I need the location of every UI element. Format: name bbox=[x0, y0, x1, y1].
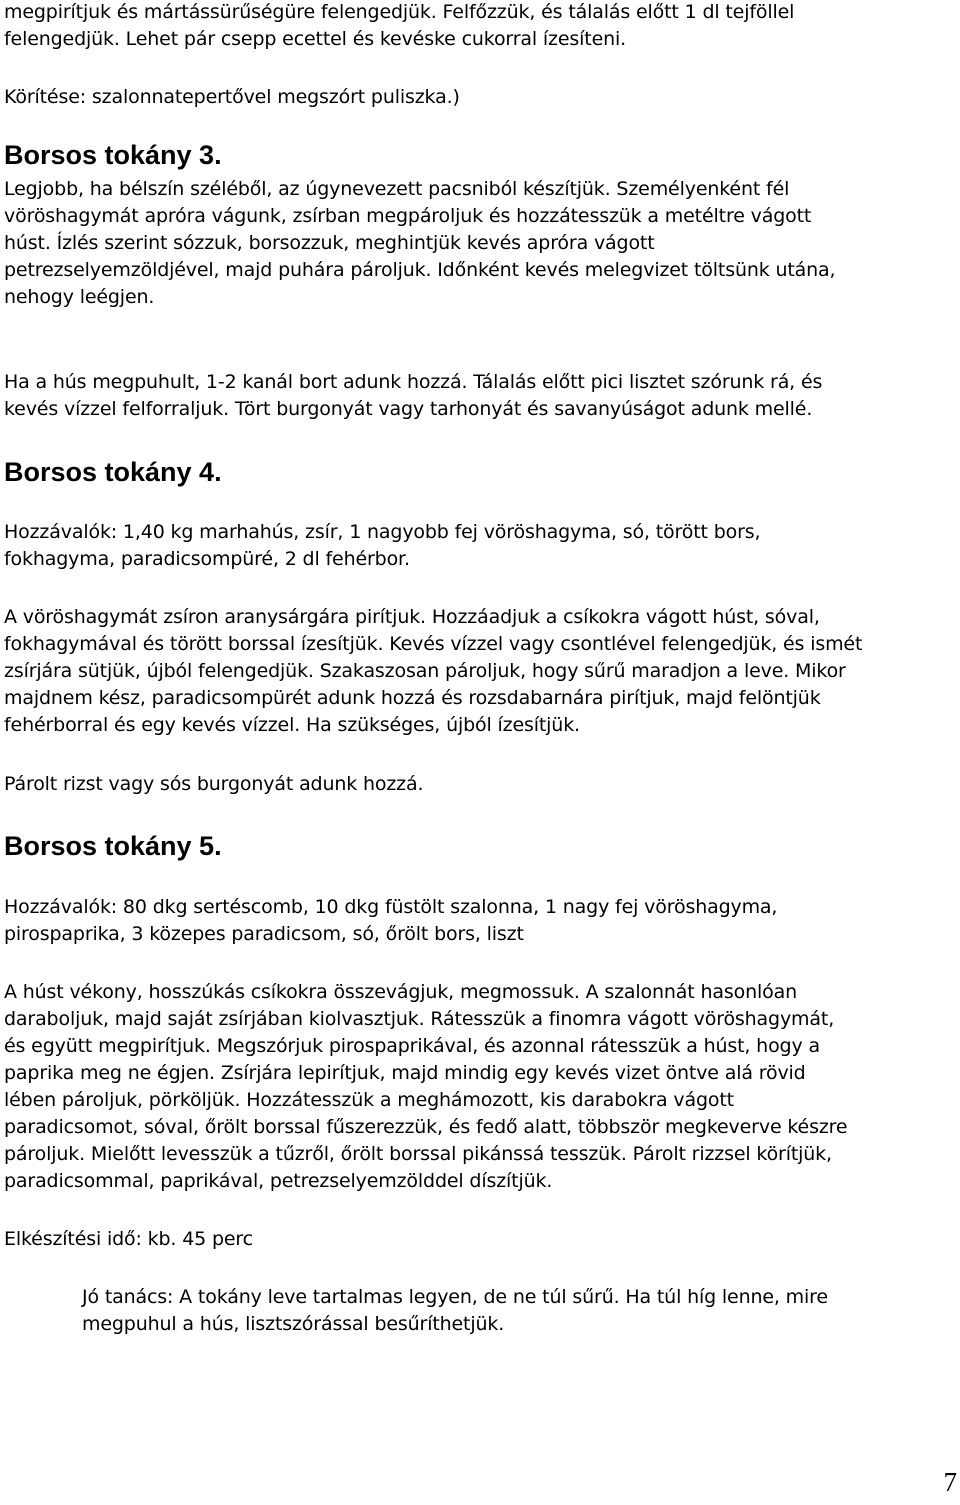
recipe-3-serving: Ha a hús megpuhult, 1-2 kanál bort adunk hozzá. Tálalás előtt pici lisztet szórunk rá, és kevés vízzel felforraljuk. Tört burgonyát vagy tarhonyát és savanyúságot adunk mellé. bbox=[4, 371, 823, 420]
previous-recipe-continuation: megpirítjuk és mártássürűségüre felengedjük. Felfőzzük, és tálalás előtt 1 dl tejföllel felengedjük. Lehet pár csepp ecettel és kevéske cukorral ízesíteni. bbox=[4, 1, 795, 50]
recipe-4-ingredients: Hozzávalók: 1,40 kg marhahús, zsír, 1 nagyobb fej vöröshagyma, só, törött bors, fokhagyma, paradicsompüré, 2 dl fehérbor. bbox=[4, 521, 761, 570]
recipe-4-serving: Párolt rizst vagy sós burgonyát adunk hozzá. bbox=[4, 773, 424, 795]
page-number: 7 bbox=[943, 1467, 957, 1497]
recipe-5-prep-time: Elkészítési idő: kb. 45 perc bbox=[4, 1228, 253, 1250]
recipe-5-tip: Jó tanács: A tokány leve tartalmas legyen, de ne túl sűrű. Ha túl híg lenne, mire megpuhul a hús, lisztszórással besűríthetjük. bbox=[82, 1286, 828, 1335]
recipe-3-method: Legjobb, ha bélszín széléből, az úgynevezett pacsniból készítjük. Személyenként fél vöröshagymát apróra vágunk, zsírban megpároljuk és hozzátesszük a metéltre vágott húst. Ízlés szerint sózzuk, borsozzuk, meghintjük kevés apróra vágott petrezselyemzöldjével, majd puhára pároljuk. Időnként kevés melegvizet töltsünk utána, nehogy leégjen. bbox=[4, 178, 836, 308]
recipe-4-method: A vöröshagymát zsíron aranysárgára pirítjuk. Hozzáadjuk a csíkokra vágott húst, sóval, fokhagymával és törött borssal ízesítjük. Kevés vízzel vagy csontlével felengedjük, és ismét zsírjára sütjük, újból felengedjük. Szakaszosan pároljuk, hogy sűrű maradjon a leve. Mikor majdnem kész, paradicsompürét adunk hozzá és rozsdabarnára pirítjuk, majd felöntjük fehérborral és egy kevés vízzel. Ha szükséges, újból ízesítjük. bbox=[4, 606, 863, 736]
recipe-5-method: A húst vékony, hosszúkás csíkokra összevágjuk, megmossuk. A szalonnát hasonlóan daraboljuk, majd saját zsírjában kiolvasztjuk. Rátesszük a finomra vágott vöröshagymát, és együtt megpirítjuk. Megszórjuk pirospaprikával, és azonnal rátesszük a húst, hogy a paprika meg ne égjen. Zsírjára lepirítjuk, majd mindig egy kevés vizet öntve alá rövid lében pároljuk, pörköljük. Hozzátesszük a meghámozott, kis darabokra vágott paradicsomot, sóval, őrölt borssal fűszerezzük, és fedő alatt, többször megkeverve készre pároljuk. Mielőtt levesszük a tűzről, őrölt borssal pikánssá tesszük. Párolt rizzsel körítjük, paradicsommal, paprikával, petrezselyemzölddel díszítjük. bbox=[4, 981, 848, 1192]
recipe-3-title: Borsos tokány 3. bbox=[4, 140, 222, 170]
recipe-5-title: Borsos tokány 5. bbox=[4, 831, 222, 861]
recipe-4-title: Borsos tokány 4. bbox=[4, 457, 222, 487]
garnish-note: Körítése: szalonnatepertővel megszórt puliszka.) bbox=[4, 86, 460, 108]
recipe-5-ingredients: Hozzávalók: 80 dkg sertéscomb, 10 dkg füstölt szalonna, 1 nagy fej vöröshagyma, pirospaprika, 3 közepes paradicsom, só, őrölt bors, liszt bbox=[4, 896, 778, 945]
